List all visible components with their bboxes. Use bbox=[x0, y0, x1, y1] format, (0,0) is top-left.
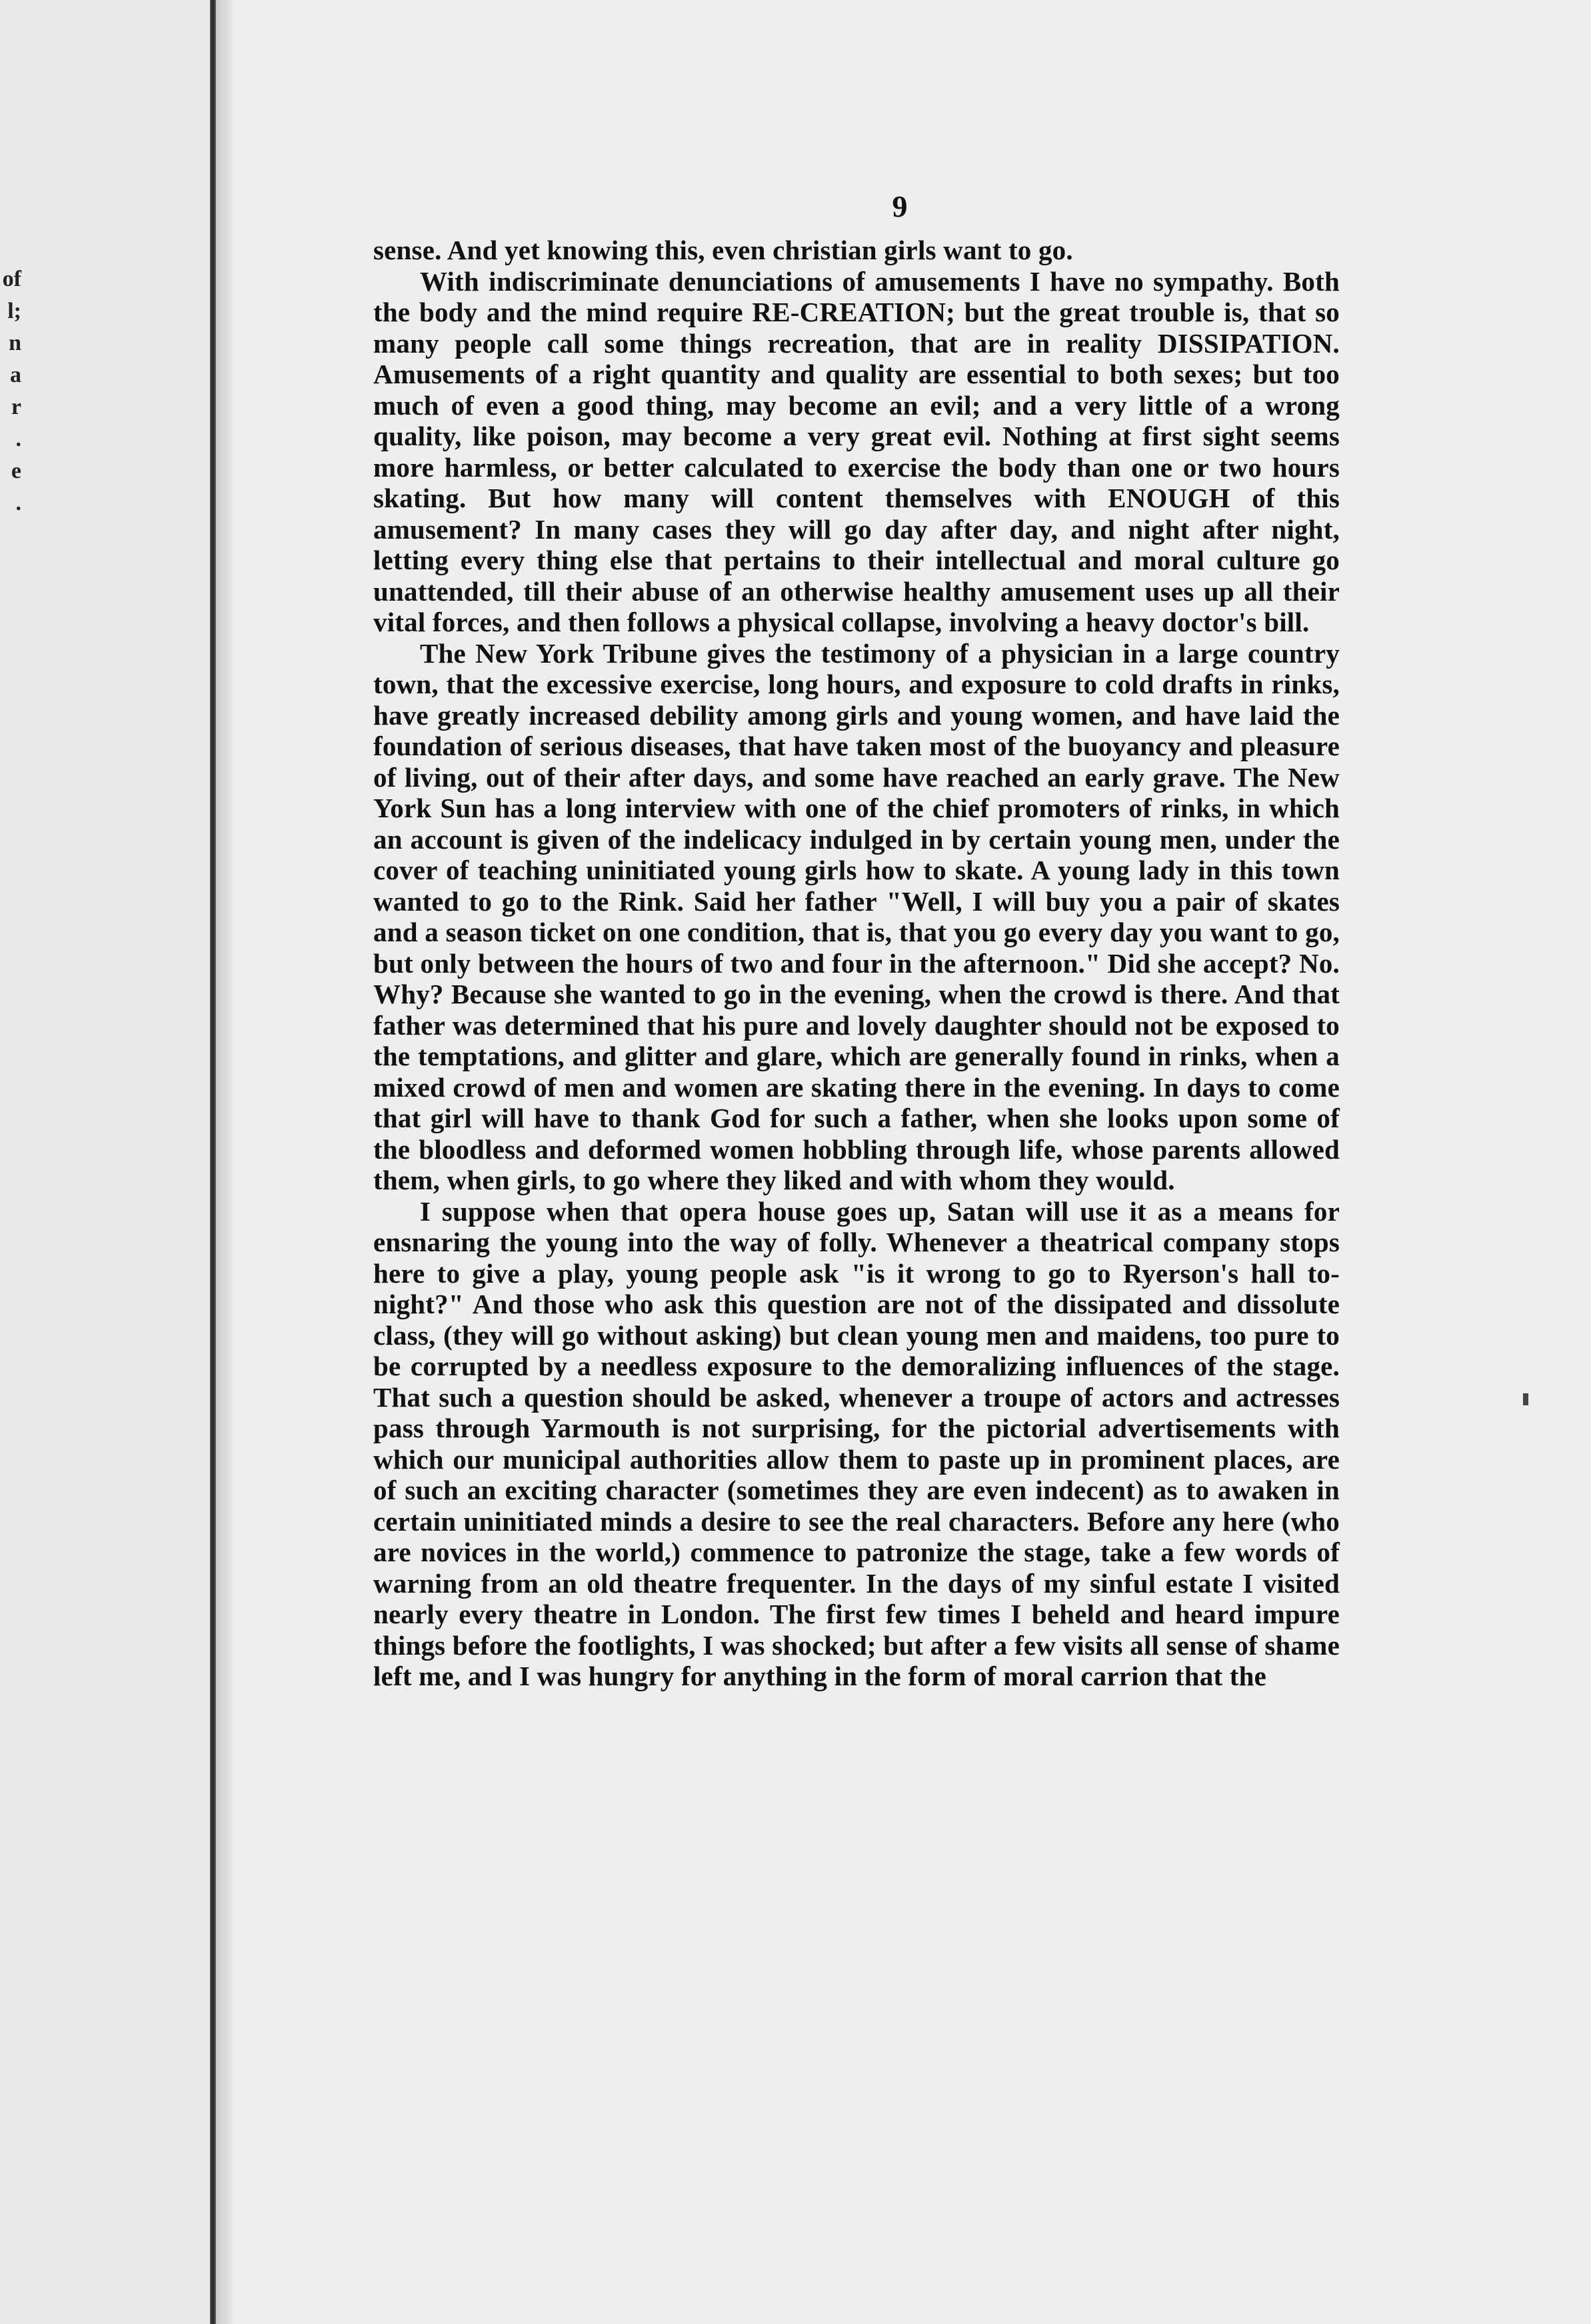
fragment-line: e bbox=[11, 459, 21, 483]
body-text bbox=[373, 235, 1340, 1692]
fragment-line: a bbox=[10, 363, 21, 387]
fragment-line: r bbox=[11, 395, 21, 419]
fragment-line: of bbox=[2, 267, 21, 291]
gutter-shadow bbox=[216, 0, 236, 2324]
paragraph: sense. And yet knowing this, even christian girls want to go. bbox=[373, 235, 1073, 265]
fragment-line: n bbox=[9, 331, 21, 355]
document-page bbox=[373, 187, 1340, 1692]
adjacent-page-margin bbox=[0, 0, 212, 2324]
fragment-line: . bbox=[15, 491, 21, 515]
fragment-line: . bbox=[15, 427, 21, 451]
adjacent-page-fragments bbox=[0, 263, 27, 519]
scan-artifact bbox=[1523, 1393, 1528, 1405]
fragment-line: l; bbox=[7, 299, 21, 323]
paragraph: With indiscriminate denunciations of amusements I have no sympathy. Both the body and the mind require RE-CREATION; but the great trouble is, that so many people call some things recreation, that are in reality DISSIPATION. Amusements of a right quantity and quality are essential to both sexes; but too much of even a good thing, may become an evil; and a very little of a wrong quality, like poison, may become a very great evil. Nothing at first sight seems more harmless, or better calculated to exercise the body than one or two hours skating. But how many will content themselves with ENOUGH of this amusement? In many cases they will go day after day, and night after night, letting every thing else that pertains to their intellectual and moral culture go unattended, till their abuse of an otherwise healthy amusement uses up all their vital forces, and then follows a physical collapse, involving a heavy doctor's bill. bbox=[373, 265, 1340, 637]
page-number: 9 bbox=[892, 189, 908, 223]
paragraph: I suppose when that opera house goes up, Satan will use it as a means for ensnaring the young into the way of folly. Whenever a theatrical company stops here to give a play, young people ask "is it wrong to go to Ryerson's hall to-night?" And those who ask this question are not of the dissipated and dissolute class, (they will go without asking) but clean young men and maidens, too pure to be corrupted by a needless exposure to the demoralizing influences of the stage. That such a question should be asked, whenever a troupe of actors and actresses pass through Yarmouth is not surprising, for the pictorial advertisements with which our municipal authorities allow them to paste up in prominent places, are of such an exciting character (sometimes they are even indecent) as to awaken in certain uninitiated minds a desire to see the real characters. Before any here (who are novices in the world,) commence to patronize the stage, take a few words of warning from an old theatre frequenter. In the days of my sinful estate I visited nearly every theatre in London. The first few times I beheld and heard impure things before the footlights, I was shocked; but after a few visits all sense of shame left me, and I was hungry for anything in the form of moral carrion that the bbox=[373, 1195, 1340, 1691]
paragraph: The New York Tribune gives the testimony of a physician in a large country town, that the excessive exercise, long hours, and exposure to cold drafts in rinks, have greatly increased debility among girls and young women, and have laid the foundation of serious diseases, that have taken most of the buoyancy and pleasure of living, out of their after days, and some have reached an early grave. The New York Sun has a long interview with one of the chief promoters of rinks, in which an account is given of the indelicacy indulged in by certain young men, under the cover of teaching uninitiated young girls how to skate. A young lady in this town wanted to go to the Rink. Said her father "Well, I will buy you a pair of skates and a season ticket on one condition, that is, that you go every day you want to go, but only between the hours of two and four in the afternoon." Did she accept? No. Why? Because she wanted to go in the evening, when the crowd is there. And that father was determined that his pure and lovely daughter should not be exposed to the temptations, and glitter and glare, which are generally found in rinks, when a mixed crowd of men and women are skating there in the evening. In days to come that girl will have to thank God for such a father, when she looks upon some of the bloodless and deformed women hobbling through life, whose parents allowed them, when girls, to go where they liked and with whom they would. bbox=[373, 637, 1340, 1195]
page-gutter bbox=[210, 0, 216, 2324]
